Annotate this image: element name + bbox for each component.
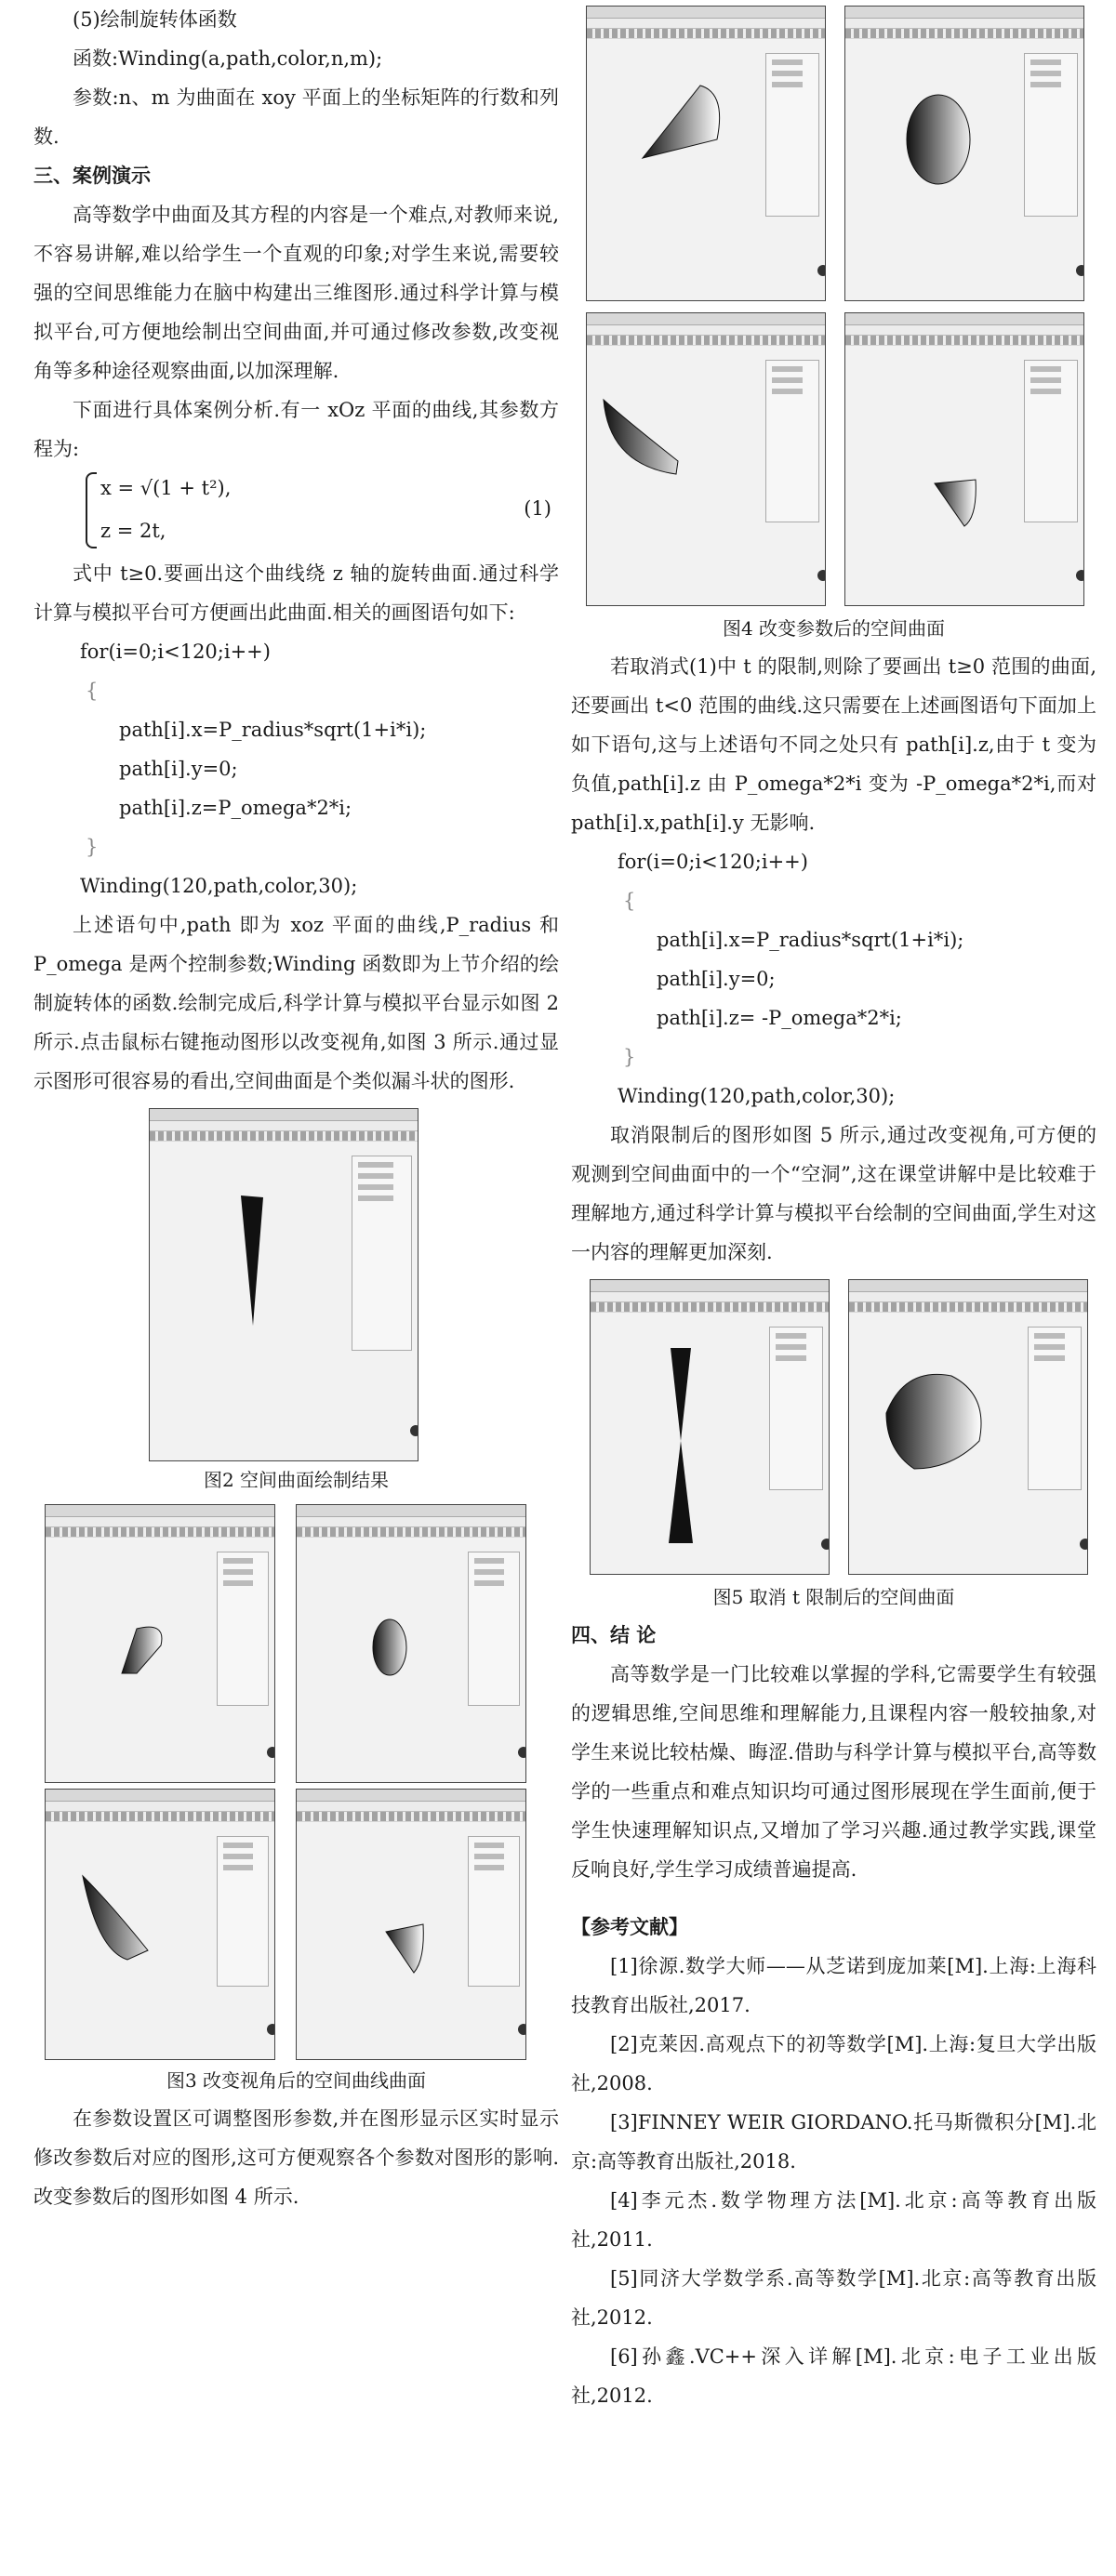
paragraph: 高等数学中曲面及其方程的内容是一个难点,对教师来说,不容易讲解,难以给学生一个直观的印象;对学生来说,需要较强的空间思维能力在脑中构建出三维图形.通过科学计算与模拟平台,可方便地绘制出空间曲面,并可通过修改参数,改变视角等多种途径观察曲面,以加深理解. — [33, 204, 559, 382]
figure-4d — [844, 312, 1084, 606]
parameter-panel — [352, 1156, 412, 1351]
code-line: path[i].x=P_radius*sqrt(1+i*i); — [657, 929, 964, 951]
window-titlebar — [150, 1109, 418, 1121]
paragraph: 上述语句中,path 即为 xoz 平面的曲线,P_radius 和 P_omega 是两个控制参数;Winding 函数即为上节介绍的绘制旋转体的函数.绘制完成后,科学计算与模拟平台显示如图 2 所示.点击鼠标右键拖动图形以改变视角,如图 3 所示.通过显示图形可很容易的看出,空间曲面是个类似漏斗状的图形. — [33, 914, 559, 1092]
paragraph: 在参数设置区可调整图形参数,并在图形显示区实时显示修改参数后对应的图形,这可方便观察各个参数对图形的影响.改变参数后的图形如图 4 所示. — [33, 2107, 559, 2208]
reference-item: [3]FINNEY WEIR GIORDANO.托马斯微积分[M].北京:高等教育出版社,2018. — [571, 2111, 1096, 2173]
figure-3-caption: 图3 改变视角后的空间曲线曲面 — [166, 2069, 427, 2092]
section-heading-4: 四、结 论 — [571, 1624, 657, 1646]
code-line: path[i].y=0; — [119, 758, 238, 780]
figure-4c — [586, 312, 826, 606]
code-line: for(i=0;i<120;i++) — [618, 851, 808, 873]
surface-plot — [845, 344, 1031, 604]
code-line: } — [623, 1046, 636, 1068]
surface-plot — [46, 1820, 222, 2053]
code-line: Winding(120,path,color,30); — [618, 1085, 896, 1107]
subsection-title: (5)绘制旋转体函数 — [73, 8, 237, 31]
equation-line-x: x = √(1 + t²), — [100, 477, 232, 499]
figure-4-caption: 图4 改变参数后的空间曲面 — [722, 617, 946, 640]
reference-item: [2]克莱因.高观点下的初等数学[M].上海:复旦大学出版社,2008. — [571, 2033, 1096, 2094]
figure-5a — [590, 1279, 830, 1575]
figure-5b — [848, 1279, 1088, 1575]
left-column — [33, 0, 559, 2216]
code-line: Winding(120,path,color,30); — [80, 875, 358, 897]
reference-item: [6]孙鑫.VC++深入详解[M].北京:电子工业出版社,2012. — [571, 2345, 1096, 2407]
reference-item: [4]李元杰.数学物理方法[M].北京:高等教育出版社,2011. — [571, 2189, 1096, 2251]
code-line: path[i].z=P_omega*2*i; — [119, 797, 352, 819]
surface-plot — [591, 1311, 777, 1571]
equation-number: (1) — [524, 497, 551, 520]
surface-plot — [849, 1311, 1035, 1571]
paragraph: 取消限制后的图形如图 5 所示,通过改变视角,可方便的观测到空间曲面中的一个“空洞”,这在课堂讲解中是比较难于理解地方,通过科学计算与模拟平台绘制的空间曲面,学生对这一内容的理解更加深刻. — [571, 1124, 1096, 1263]
figure-3-grid — [33, 1504, 559, 2062]
params-text: 参数:n、m 为曲面在 xoy 平面上的坐标矩阵的行数和列数. — [33, 86, 559, 148]
code-line: } — [86, 836, 99, 858]
surface-plot — [46, 1536, 222, 1777]
surface-plot — [845, 37, 1031, 297]
code-line: path[i].x=P_radius*sqrt(1+i*i); — [119, 719, 427, 741]
paragraph: 式中 t≥0.要画出这个曲线绕 z 轴的旋转曲面.通过科学计算与模拟平台可方便画出此曲面.相关的画图语句如下: — [33, 562, 559, 624]
function-signature: 函数:Winding(a,path,color,n,m); — [73, 47, 383, 70]
paragraph: 若取消式(1)中 t 的限制,则除了要画出 t≥0 范围的曲面,还要画出 t<0 范围的曲线.这只需要在上述画图语句下面加上如下语句,这与上述语句不同之处只有 path[i].z,由于 t 变为负值,path[i].z 由 P_omega*2*i 变为 -P_omega*2*i,而对 path[i].x,path[i].y 无影响. — [571, 655, 1096, 834]
right-column — [571, 0, 1096, 2415]
references-title: 【参考文献】 — [571, 1916, 688, 1938]
paragraph: 高等数学是一门比较难以掌握的学科,它需要学生有较强的逻辑思维,空间思维和理解能力,且课程内容一般较抽象,对学生来说比较枯燥、晦涩.借助与科学计算与模拟平台,高等数学的一些重点和难点知识均可通过图形展现在学生面前,便于学生快速理解知识点,又增加了学习兴趣.通过教学实践,课堂反响良好,学生学习成绩普遍提高. — [571, 1663, 1096, 1881]
figure-2-screenshot — [149, 1108, 418, 1461]
figure-5-caption: 图5 取消 t 限制后的空间曲面 — [712, 1586, 955, 1608]
reference-item: [5]同济大学数学系.高等数学[M].北京:高等教育出版社,2012. — [571, 2267, 1096, 2329]
code-line: path[i].z= -P_omega*2*i; — [657, 1007, 902, 1029]
figure-3a — [45, 1504, 275, 1783]
surface-plot — [150, 1140, 354, 1456]
figure-4-grid — [571, 0, 1096, 610]
code-line: { — [623, 890, 636, 912]
equation-1 — [33, 469, 559, 554]
figure-2-caption: 图2 空间曲面绘制结果 — [203, 1469, 390, 1491]
surface-plot — [297, 1820, 473, 2053]
surface-plot — [297, 1536, 473, 1777]
figure-4a — [586, 6, 826, 301]
surface-plot — [587, 344, 773, 604]
figure-3c — [45, 1789, 275, 2060]
paragraph: 下面进行具体案例分析.有一 xOz 平面的曲线,其参数方程为: — [33, 399, 559, 460]
figure-5-grid — [571, 1272, 1096, 1579]
figure-3b — [296, 1504, 526, 1783]
code-line: { — [86, 680, 99, 702]
surface-plot — [587, 37, 773, 297]
code-line: for(i=0;i<120;i++) — [80, 641, 271, 663]
equation-brace — [86, 472, 97, 548]
reference-item: [1]徐源.数学大师——从芝诺到庞加莱[M].上海:上海科技教育出版社,2017. — [571, 1955, 1096, 2016]
resize-knob — [410, 1425, 418, 1436]
menu-bar — [150, 1121, 418, 1131]
figure-4b — [844, 6, 1084, 301]
equation-line-z: z = 2t, — [100, 520, 166, 542]
section-heading-3: 三、案例演示 — [33, 165, 151, 187]
code-line: path[i].y=0; — [657, 968, 776, 990]
figure-3d — [296, 1789, 526, 2060]
